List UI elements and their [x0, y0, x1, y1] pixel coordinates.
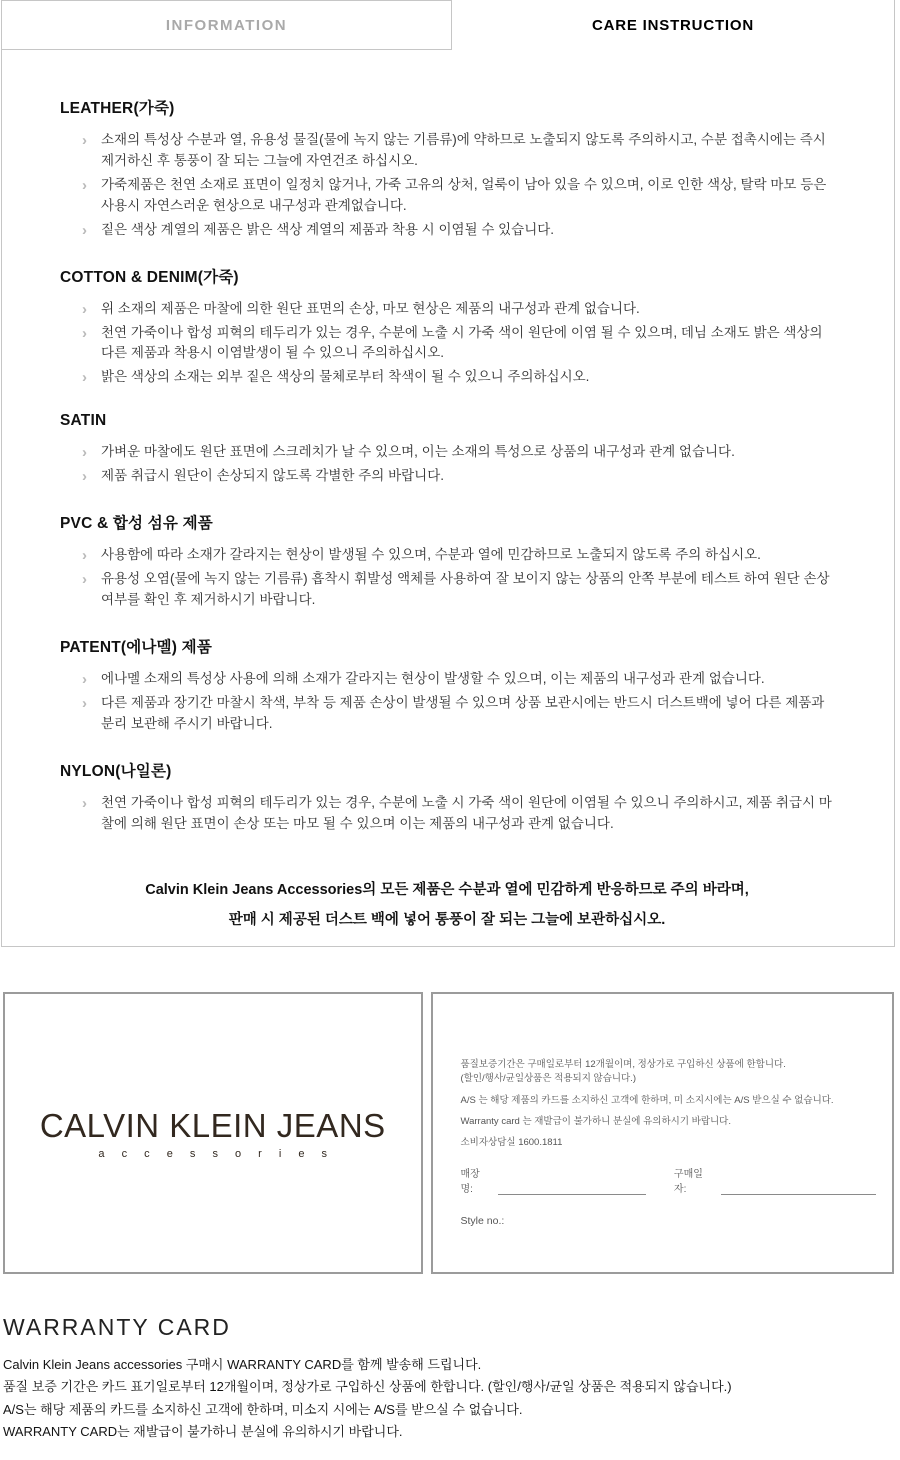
chevron-bullet-icon: ›: [82, 444, 87, 462]
care-item: [82, 545, 834, 566]
brand-logo: CALVIN KLEIN JEANS: [39, 1106, 386, 1144]
card-back-hotline: 소비자상담실 1600.1811: [460, 1137, 563, 1149]
purchase-date-line: [721, 1184, 876, 1195]
chevron-bullet-icon: ›: [82, 571, 87, 589]
care-item: [82, 220, 834, 241]
section-title-patent: PATENT(에나멜) 제품: [60, 638, 212, 656]
style-no-label: Style no.:: [460, 1215, 505, 1228]
chevron-bullet-icon: ›: [82, 547, 87, 565]
warranty-card-front: [3, 992, 423, 1274]
chevron-bullet-icon: ›: [82, 221, 87, 239]
care-item-text: 사용함에 따라 소재가 갈라지는 현상이 발생될 수 있으며, 수분과 열에 민감하므로 노출되지 않도록 주의 하십시오.: [101, 547, 761, 563]
warranty-section-line: WARRANTY CARD는 재발급이 불가하니 분실에 유의하시기 바랍니다.: [3, 1424, 403, 1440]
chevron-bullet-icon: ›: [82, 324, 87, 342]
care-list-nylon: [60, 793, 834, 835]
care-list-satin: [60, 442, 834, 487]
tab-care-instruction[interactable]: CARE INSTRUCTION: [592, 16, 754, 34]
care-item-text: 천연 가죽이나 합성 피혁의 테두리가 있는 경우, 수분에 노출 시 가죽 색이 원단에 이염될 수 있으니 주의하시고, 제품 취급시 마찰에 의해 원단 표면이 손상 또는 마모 될 수 있으며 이는 제품의 내구성과 관계 없습니다.: [101, 794, 832, 831]
product-detail-sheet: [1, 0, 895, 947]
care-list-cotton-denim: [60, 299, 834, 389]
section-title-pvc: PVC & 합성 섬유 제품: [60, 515, 213, 533]
care-item-text: 다른 제품과 장기간 마찰시 착색, 부착 등 제품 손상이 발생될 수 있으며 상품 보관시에는 반드시 더스트백에 넣어 다른 제품과 분리 보관해 주시기 바랍니다.: [101, 694, 825, 731]
chevron-bullet-icon: ›: [82, 468, 87, 486]
brand-logo-sub: a c c e s s o r i e s: [98, 1147, 335, 1160]
tab-information[interactable]: INFORMATION: [2, 0, 452, 50]
chevron-bullet-icon: ›: [82, 132, 87, 149]
chevron-bullet-icon: ›: [82, 176, 87, 194]
care-item-text: 가죽제품은 천연 소재로 표면이 일정치 않거나, 가죽 고유의 상처, 얼룩이 남아 있을 수 있으며, 이로 인한 색상, 탈락 마모 등은 사용시 자연스러운 현상으로 내구성과 관계없습니다.: [101, 176, 827, 213]
section-title-nylon: NYLON(나일론): [60, 762, 172, 780]
care-item: [82, 175, 834, 217]
care-list-leather: [60, 130, 834, 241]
care-item: [82, 367, 834, 388]
care-item: [82, 669, 834, 690]
storage-notice-line1: Calvin Klein Jeans Accessories의 모든 제품은 수분과 열에 민감하게 반응하므로 주의 바라며,: [145, 881, 749, 898]
warranty-card-back: [431, 992, 895, 1274]
chevron-bullet-icon: ›: [82, 670, 87, 688]
section-title-satin: SATIN: [60, 412, 107, 430]
care-item: [82, 793, 834, 835]
care-item-text: 유용성 오염(물에 녹지 않는 기름류) 흡착시 휘발성 액체를 사용하여 잘 보이지 않는 상품의 안쪽 부분에 테스트 하여 원단 손상 여부를 확인 후 제거하시기 바랍니다.: [101, 571, 830, 607]
care-item-text: 에나멜 소재의 특성상 사용에 의해 소재가 갈라지는 현상이 발생할 수 있으며, 이는 제품의 내구성과 관계 없습니다.: [101, 670, 765, 686]
care-item: [82, 569, 834, 611]
warranty-section-title: WARRANTY CARD: [3, 1314, 231, 1340]
care-list-patent: [60, 669, 834, 735]
care-list-pvc: [60, 545, 834, 611]
section-title-leather: LEATHER(가죽): [60, 100, 175, 117]
purchase-date-label: 구매일자:: [673, 1169, 703, 1196]
warranty-section-line: 품질 보증 기간은 카드 표기일로부터 12개월이며, 정상가로 구입하신 상품에 한합니다. (할인/행사/균일 상품은 적용되지 않습니다.): [3, 1379, 732, 1395]
card-back-line: Warranty card 는 재발급이 불가하니 분실에 유의하시기 바랍니다.: [460, 1115, 731, 1127]
card-back-line: 품질보증기간은 구매일로부터 12개월이며, 정상가로 구입하신 상품에 한합니다.: [460, 1059, 786, 1070]
care-item-text: 소재의 특성상 수분과 열, 유용성 물질(물에 녹지 않는 기름류)에 약하므로 노출되지 않도록 주의하시고, 수분 접촉시에는 즉시 제거하신 후 통풍이 잘 되는 그늘에 자연건조 하십시오.: [101, 132, 826, 168]
care-item: [82, 693, 834, 735]
care-item: [82, 130, 834, 172]
warranty-section-line: Calvin Klein Jeans accessories 구매시 WARRANTY CARD를 함께 발송해 드립니다.: [3, 1357, 482, 1372]
chevron-bullet-icon: ›: [82, 694, 87, 712]
care-item: [82, 466, 834, 487]
care-item-text: 짙은 색상 계열의 제품은 밝은 색상 계열의 제품과 착용 시 이염될 수 있습니다.: [101, 221, 555, 237]
chevron-bullet-icon: ›: [82, 300, 87, 318]
care-item: [82, 442, 834, 463]
chevron-bullet-icon: ›: [82, 794, 87, 812]
care-item-text: 밝은 색상의 소재는 외부 짙은 색상의 물체로부터 착색이 될 수 있으니 주의하십시오.: [101, 369, 590, 385]
card-back-line: (할인/행사/균일상품은 적용되지 않습니다.): [460, 1073, 637, 1085]
section-title-cotton-denim: COTTON & DENIM(가죽): [60, 268, 239, 286]
care-instruction-panel: [2, 50, 894, 946]
care-item-text: 천연 가죽이나 합성 피혁의 테두리가 있는 경우, 수분에 노출 시 가죽 색이 원단에 이염 될 수 있으며, 데님 소재도 밝은 색상의 다른 제품과 착용시 이염발생이 될 수 있으니 주의하십시오.: [101, 324, 823, 361]
warranty-card-images: [3, 992, 894, 1274]
card-back-form-row: [461, 1165, 877, 1195]
store-name-label: 매장명:: [460, 1169, 480, 1196]
tab-bar: [2, 0, 894, 50]
card-back-line: A/S 는 해당 제품의 카드를 소지하신 고객에 한하며, 미 소지시에는 A/S 받으실 수 없습니다.: [460, 1094, 834, 1106]
warranty-section-line: A/S는 해당 제품의 카드를 소지하신 고객에 한하며, 미소지 시에는 A/S를 받으실 수 없습니다.: [3, 1401, 523, 1417]
care-item-text: 가벼운 마찰에도 원단 표면에 스크레치가 날 수 있으며, 이는 소재의 특성으로 상품의 내구성과 관계 없습니다.: [101, 444, 735, 460]
care-item: [82, 323, 834, 365]
care-item-text: 위 소재의 제품은 마찰에 의한 원단 표면의 손상, 마모 현상은 제품의 내구성과 관계 없습니다.: [101, 300, 640, 316]
warranty-card-section: [3, 1314, 900, 1443]
storage-notice-line2: 판매 시 제공된 더스트 백에 넣어 통풍이 잘 되는 그늘에 보관하십시오.: [228, 911, 666, 928]
storage-notice: [60, 875, 834, 936]
store-name-line: [498, 1184, 646, 1195]
chevron-bullet-icon: ›: [82, 369, 87, 387]
care-item: [82, 299, 834, 320]
care-item-text: 제품 취급시 원단이 손상되지 않도록 각별한 주의 바랍니다.: [101, 468, 444, 484]
